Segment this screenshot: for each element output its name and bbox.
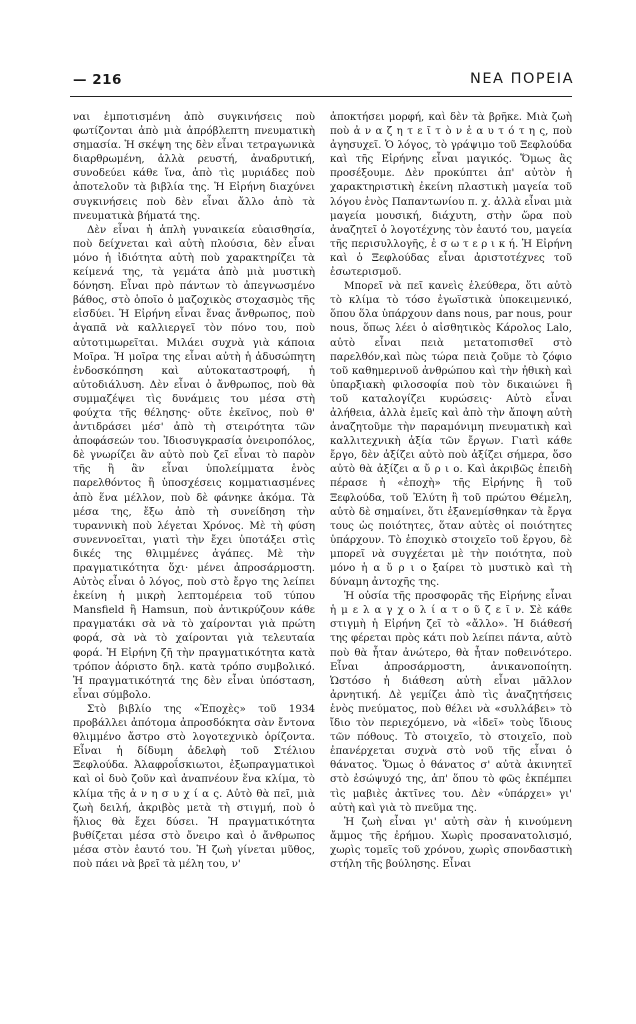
paragraph: Ἡ οὐσία τῆς προσφορᾶς τῆς Εἰρήνης εἶναι ἡ μ ε λ α γ χ ο λ ί α τ ο ῦ ζ ε ῖ ν. Σὲ κάθε στιγμὴ ἡ Εἰρήνη ζεῖ τὸ «ἄλλο». Ἡ διάθεσή της φέρεται πρὸς κάτι ποὺ λείπει πάντα, αὐτὸ ποὺ θὰ ἦταν ἀνώτερο, θὰ ἦταν ποθεινότερο. Εἶναι ἀπροσάρμοστη, ἀνικανοποίητη. Ὡστόσο ἡ διάθεση αὐτὴ εἶναι μᾶλλον ἀρνητική. Δὲ γεμίζει ἀπὸ τὶς ἀναζητήσεις ἑνὸς πνεύματος, ποὺ θέλει νὰ «συλλάβει» τὸ ἴδιο τὸν περιεχόμενο, νὰ «ἰδεῖ» τοὺς ἴδιους τῶν πόθους. Τὸ στοιχεῖο, τὸ στοιχεῖο, ποὺ ἐπανέρχεται συχνὰ στὸ νοῦ τῆς εἶναι ὁ θάνατος. Ὅμως ὁ θάνατος σ' αὐτὰ ἀκινητεῖ στὸ ἐσώψυχό της, ἀπ' ὅπου τὸ φῶς ἐκπέμπει τὶς μαβιὲς ἀκτῖνες του. Δὲν «ὑπάρχει» γι' αὐτὴ καὶ γιὰ τὸ πνεῦμα της. (330, 590, 572, 814)
paragraph: Στὸ βιβλίο της «Ἐποχὲς» τοῦ 1934 προβάλλει ἀπότομα ἀπροσδόκητα σὰν ἔντονα θλιμμένο ἄστρο στὸ λογοτεχνικὸ ὁρίζοντα. Εἶναι ἡ δίδυμη ἀδελφὴ τοῦ Στέλιου Ξεφλούδα. Ἀλαφροΐσκιωτοι, ἐξωπραγματικοὶ καὶ οἱ δυὸ ζοῦν καὶ ἀναπνέουν ἕνα κλίμα, τὸ κλίμα τῆς ἀ ν η σ υ χ ί α ς. Αὐτὸ θὰ πεῖ, μιὰ ζωὴ δειλή, ἀκριβὸς μετὰ τὴ στιγμή, ποὺ ὁ ἥλιος θὰ ἔχει δύσει. Ἡ πραγματικότητα βυθίζεται μέσα στὸ ὄνειρο καὶ ὁ ἄνθρωπος μέσα στὸν ἑαυτό του. Ἡ ζωὴ γίνεται μῦθος, ποὺ πάει νὰ βρεῖ τὰ μέλη του, ν' (73, 702, 315, 870)
paragraph: ἀποκτήσει μορφή, καὶ δὲν τὰ βρῆκε. Μιὰ ζωὴ ποὺ ἀ ν α ζ η τ ε ῖ τ ὸ ν ἑ α υ τ ό τ η ς, ποὺ ἀγησυχεῖ. Ὁ λόγος, τὸ γράψιμο τοῦ Ξεφλούδα καὶ τῆς Εἰρήνης εἶναι μαγικός. Ὅμως ἂς προσέξουμε. Δὲν προκύπτει ἀπ' αὐτὸν ἡ χαρακτηριστικὴ ἐκείνη πλαστικὴ μαγεία τοῦ λόγου ἑνὸς Παπαντωνίου π. χ. ἀλλὰ εἶναι μιὰ μαγεία μουσική, διάχυτη, στὴν ὥρα ποὺ ἀναζητεῖ ὁ λογοτέχνης τὸν ἑαυτό του, μαγεία τῆς περισυλλογῆς, ἐ σ ω τ ε ρ ι κ ή. Ἡ Εἰρήνη καὶ ὁ Ξεφλούδας εἶναι ἀριστοτέχνες τοῦ ἐσωτερισμοῦ. (330, 111, 572, 279)
journal-title: ΝΕΑ ΠΟΡΕΙΑ (470, 71, 574, 87)
paragraph: ναι ἐμποτισμένη ἀπὸ συγκινήσεις ποὺ φωτίζονται ἀπὸ μιὰ ἀπρόβλεπτη πνευματικὴ σημασία. Ἡ σκέψη της δὲν εἶναι τετραγωνικὰ διαρθρωμένη, ἀλλὰ ρευστή, ἀναδρυτική, συνοδεύει κάθε ἴνα, ἀπὸ τὶς μυριάδες ποὺ ἀποτελοῦν τὰ βιβλία της. Ἡ Εἰρήνη διαχύνει συγκινήσεις ποὺ δὲν εἶναι ἄλλο ἀπὸ τὰ πνευματικὰ βήματά της. (73, 111, 315, 222)
paragraph: Μπορεῖ νὰ πεῖ κανεὶς ἐλεύθερα, ὅτι αὐτὸ τὸ κλίμα τὸ τόσο ἐγωϊστικὰ ὑποκειμενικό, ὅπου ὅλα ὑπάρχουν dans nous, par nous, pour nous, ὅπως λέει ὁ αἰσθητικὸς Κάρολος Lalo, αὐτὸ εἶναι πειὰ μετατοπισθεῖ στὸ παρελθόν,καὶ πὼς τώρα πειὰ ζοῦμε τὸ ζόφιο τοῦ καθημερινοῦ ἀνθρώπου καὶ τὴν ἠθικὴ καὶ ὑπαρξιακὴ φιλοσοφία ποὺ τὸν δικαιώνει ἢ τοῦ καταλογίζει κυρώσεις· Αὐτὸ εἶναι ἀλήθεια, ἀλλὰ ἐμεῖς καὶ ἀπὸ τὴν ἄποψη αὐτὴ ἀναζητοῦμε τὴν παραμόνιμη πνευματικὴ καὶ καλλιτεχνικὴ ἀξία τῶν ἔργων. Γιατὶ κάθε ἔργο, δὲν ἀξίζει αὐτὸ ποὺ ἀξίζει σήμερα, ὅσο αὐτὸ θὰ ἀξίζει α ὔ ρ ι ο. Καὶ ἀκριβῶς ἐπειδὴ πέρασε ἡ «ἐποχὴ» τῆς Εἰρήνης ἢ τοῦ Ξεφλούδα, τοῦ Ἐλύτη ἢ τοῦ πρώτου Θέμελη, αὐτὸ δὲ σημαίνει, ὅτι ἐξανεμίσθηκαν τὰ ἔργα τους ὡς ποιότητες, ὅταν αὐτὲς οἱ ποιότητες ὑπάρχουν. Τὸ ἐποχικὸ στοιχεῖο τοῦ ἔργου, δὲ μπορεῖ νὰ συγχέεται μὲ τὴν ποιότητα, ποὺ μόνο ἡ α ὔ ρ ι ο ξαίρει τὸ μυστικὸ καὶ τὴ δύναμη ἀντοχῆς της. (330, 280, 572, 589)
paragraph: Ἡ ζωὴ εἶναι γι' αὐτὴ σὰν ἡ κινούμενη ἄμμος τῆς ἐρήμου. Χωρὶς προσανατολισμό, χωρὶς τομεῖς τοῦ χρόνου, χωρὶς σπονδαστικὴ στήλη τῆς βούλησης. Εἶναι (330, 815, 572, 870)
header-rule (70, 96, 572, 97)
paragraph: Δὲν εἶναι ἡ ἁπλὴ γυναικεία εὐαισθησία, ποὺ δείχνεται καὶ αὐτὴ πλούσια, δὲν εἶναι μόνο ἡ ἰδιότητα αὐτὴ ποὺ χαρακτηρίζει τὰ κείμενά της, τὰ γεμάτα ἀπὸ μιὰ μυστικὴ δόνηση. Εἶναι πρὸ πάντων τὸ ἀπεγνωσμένο βάθος, στὸ ὁποῖο ὁ μαζοχικὸς στοχασμὸς τῆς εἰσδύει. Ἡ Εἰρήνη εἶναι ἕνας ἄνθρωπος, ποὺ ἀγαπᾶ νὰ καλλιεργεῖ τὸν πόνο του, ποὺ αὐτοτιμωρεῖται. Μιλάει συχνὰ γιὰ κάποια Μοῖρα. Ἡ μοῖρα της εἶναι αὐτὴ ἡ ἀδυσώπητη ἐνδοσκόπηση καὶ αὐτοκαταστροφή, ἡ αὐτοδιάλυση. Δὲν εἶναι ὁ ἄνθρωπος, ποὺ θὰ συμμαζέψει τὶς δυνάμεις του μέσα στὴ φούχτα τῆς θέλησης· οὔτε ἐκεῖνος, ποὺ θ' ἀντιδράσει μέσ' ἀπὸ τὴ στειρότητα τῶν ἀποφάσεών του. Ἰδιοσυγκρασία ὀνειροπόλος, δὲ γνωρίζει ἂν αὐτὸ ποὺ ζεῖ εἶναι τὸ παρὸν τῆς ἢ ἂν εἶναι ὑπολείμματα ἑνὸς παρελθόντος ἢ ὑποσχέσεις κομματιασμένες ἀπὸ ἕνα μέλλον, ποὺ δὲ φάνηκε ἀκόμα. Τὰ μέσα της, ἔξω ἀπὸ τὴ συνείδηση τὴν τυραννικὴ ποὺ λέγεται Χρόνος. Μὲ τὴ φύση συνεννοεῖται, γιατὶ τὴν ἔχει ὑποτάξει στὶς δικές της θλιμμένες ἀγάπες. Μὲ τὴν πραγματικότητα ὅχι· μένει ἀπροσάρμοστη. Αὐτὸς εἶναι ὁ λόγος, ποὺ στὸ ἔργο της λείπει ἐκείνη ἡ μικρὴ λεπτομέρεια τοῦ τύπου Mansfield ἢ Hamsun, ποὺ ἀντικρύζουν κάθε πραγματάκι σὰ νὰ τὸ χαίρονται γιὰ πρώτη φορά, σὰ νὰ τὸ χαίρονται γιὰ τελευταία φορά. Ἡ Εἰρήνη ζῆ τὴν πραγματικότητα κατὰ τρόπον ἀόριστο δηλ. κατὰ τρόπο συμβολικό. Ἡ πραγματικότητά της δὲν εἶναι ὑπόσταση, εἶναι σύμβολο. (73, 223, 315, 701)
left-column (73, 110, 315, 1000)
right-column (330, 110, 572, 1000)
page-number: — 216 (73, 72, 122, 88)
